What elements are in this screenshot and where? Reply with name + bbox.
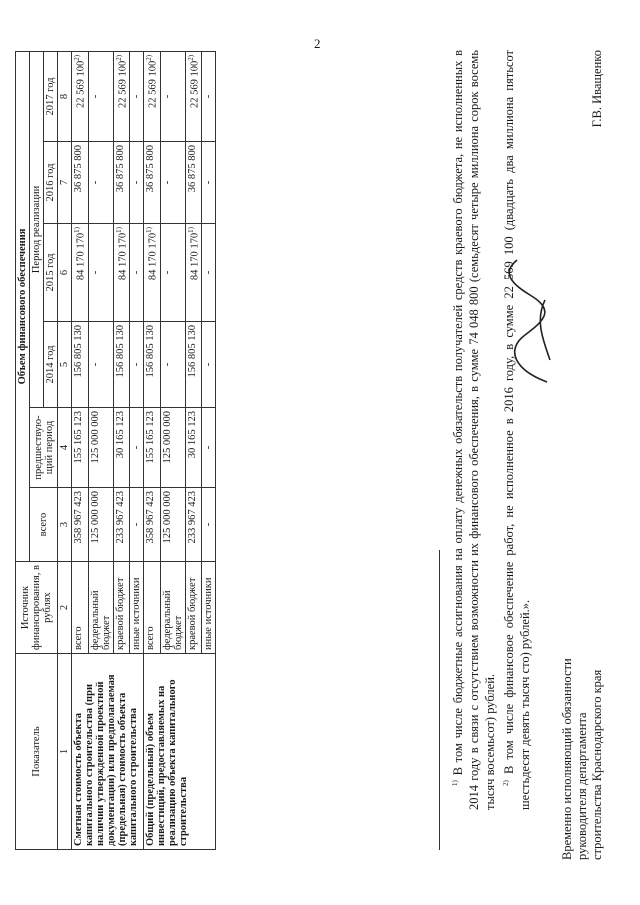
year-2015-cell-value: 84 170 170 [117,232,128,281]
source-cell-value: иные источники [203,577,214,650]
signatory-line-2: руководителя департамента [575,712,589,860]
table-row [144,51,161,849]
total-cell-value: 125 000 000 [89,491,101,544]
rotated-page-content [15,30,625,880]
footnote-ref: 1) [145,227,153,233]
signature-scribble [495,250,565,390]
footnote-2 [498,50,533,810]
footnote-ref: 1) [114,227,123,233]
year-2016-cell-value: 36 875 800 [114,145,126,193]
year-2016-cell [113,142,130,224]
prev-period-cell-value: 155 165 123 [73,411,84,464]
year-2014-cell [185,322,202,408]
year-2015-cell [72,224,89,322]
total-cell-value: 125 000 000 [161,491,173,544]
year-2015-cell-value: - [161,270,173,275]
year-2017-cell-value: - [89,94,101,99]
year-2014-cell-value: 156 805 130 [114,325,126,378]
total-cell [88,488,113,562]
year-2015-cell-value: 84 170 170 [75,232,87,281]
year-2014-cell-value: 156 805 130 [145,325,156,378]
source-cell-value: краевой бюджет [186,577,198,650]
year-2014-cell [130,322,144,408]
year-2014-cell-value: - [131,362,142,367]
year-2016-cell-value: - [89,180,101,185]
year-2017-cell [202,51,216,141]
header-year: 2016 год [44,142,58,224]
footnote-1-mark: 1) [451,780,459,786]
year-2015-cell [185,224,202,322]
year-2017-cell-value: 22 569 100 [117,60,128,109]
footnote-ref: 2) [145,54,153,61]
year-2015-cell-value: - [131,270,142,275]
year-2014-cell-value: 156 805 130 [73,325,84,378]
total-cell [72,488,89,562]
year-2015-cell-value: - [203,270,214,275]
year-2015-cell-value: 84 170 170 [189,232,200,281]
year-2017-cell [88,51,113,141]
source-cell [160,562,185,654]
prev-period-cell-value: 125 000 000 [89,411,101,464]
footnote-ref: 1) [73,227,81,233]
year-2015-cell [144,224,161,322]
year-2016-cell-value: - [203,180,214,185]
total-cell [160,488,185,562]
prev-period-cell-value: 125 000 000 [161,411,173,464]
total-cell [130,488,144,562]
source-cell-value: иные источники [131,577,142,650]
prev-period-cell [202,408,216,488]
year-2016-cell [144,142,161,224]
footnote-ref: 2) [73,54,81,61]
footnote-ref: 1) [186,227,195,233]
total-cell-value: 233 967 423 [114,491,126,544]
header-year: 2014 год [44,322,58,408]
source-cell [72,562,89,654]
year-2016-cell-value: 36 875 800 [186,145,198,193]
col-number: 7 [58,142,72,224]
prev-period-cell [144,408,161,488]
col-number: 2 [58,562,72,654]
col-number: 8 [58,51,72,141]
header-volume: Объем финансового обеспечения [16,51,30,561]
page-number: 2 [314,36,321,51]
total-cell [202,488,216,562]
total-cell-value: - [203,522,214,527]
col-number: 4 [58,408,72,488]
year-2016-cell [130,142,144,224]
year-2015-cell [113,224,130,322]
signatory-line-3: строительства Краснодарского края [590,669,604,860]
prev-period-cell [88,408,113,488]
prev-period-cell-value: - [203,445,214,450]
year-2015-cell-value: 84 170 170 [147,232,159,281]
year-2017-cell-value: - [203,94,214,99]
source-cell-value: федеральный бюджет [161,590,184,650]
year-2016-cell [160,142,185,224]
footnote-2-mark: 2) [502,780,511,786]
year-2014-cell [72,322,89,408]
year-2017-cell [185,51,202,141]
year-2016-cell-value: - [161,180,173,185]
header-total: всего [30,488,58,562]
year-2014-cell-value: 156 805 130 [186,325,198,378]
year-2017-cell [144,51,161,141]
prev-period-cell [185,408,202,488]
table-row [72,51,89,849]
col-number: 6 [58,224,72,322]
header-year: 2017 год [44,51,58,141]
footnote-ref: 2) [114,54,123,61]
year-2017-cell [113,51,130,141]
header-prev: предшествую-щий период [30,408,58,488]
year-2015-cell [160,224,185,322]
year-2014-cell [113,322,130,408]
year-2016-cell [72,142,89,224]
source-cell [130,562,144,654]
total-cell-value: 358 967 423 [73,491,84,544]
footnotes [447,50,533,810]
signatory-name: Г.В. Иващенко [590,50,604,128]
source-cell-value: всего [145,626,156,650]
signatory-line-1: Временно исполняющий обязанности [560,658,574,860]
row-indicator-label: Сметная стоимость объекта капитального строительства (при наличии утвержденной проектной документации) или предполагаемая (предельная) стоимость объекта капитального строительства [72,654,144,850]
source-cell [144,562,161,654]
year-2014-cell-value: - [203,362,214,367]
year-2016-cell-value: 36 875 800 [73,145,84,193]
footnote-1-text: В том числе бюджетные ассигнования на оплату денежных обязательств получателей средств краевого бюджета, не исполненных в 2014 году в связи с отсутствием возможности их финансового обеспечения, в сумме 74 048 800 (семьдесят четыре миллиона сорок восемь тысяч восемьсот) рублей. [451,50,498,810]
year-2016-cell [202,142,216,224]
source-cell [202,562,216,654]
source-cell [88,562,113,654]
total-cell-value: 358 967 423 [145,491,156,544]
prev-period-cell [72,408,89,488]
total-cell-value: 233 967 423 [186,491,198,544]
year-2016-cell [185,142,202,224]
col-number: 5 [58,322,72,408]
prev-period-cell-value: 30 165 123 [186,411,198,459]
prev-period-cell [130,408,144,488]
prev-period-cell-value: 155 165 123 [145,411,156,464]
signatory-title [560,658,605,860]
year-2014-cell-value: - [161,362,173,367]
prev-period-cell [113,408,130,488]
footnote-2-text: В том числе финансовое обеспечение работ, не исполненное в 2016 году, в сумме 22 569 100 (двадцать два миллиона пятьсот шестьдесят девять тысяч сто) рублей.». [502,49,533,810]
year-2016-cell-value: - [131,180,142,185]
financing-table [15,51,216,850]
year-2016-cell-value: 36 875 800 [145,145,156,193]
total-cell [113,488,130,562]
col-number: 3 [58,488,72,562]
footnote-ref: 2) [186,54,195,61]
year-2015-cell [130,224,144,322]
year-2014-cell [144,322,161,408]
header-indicator: Показатель [16,654,58,850]
footnote-1 [447,50,498,810]
header-period: Период реализации [30,51,44,407]
footnote-separator [439,550,440,850]
year-2017-cell-value: 22 569 100 [75,60,87,109]
prev-period-cell [160,408,185,488]
header-source: Источник финансирования, в рублях [16,562,58,654]
year-2015-cell [202,224,216,322]
source-cell [185,562,202,654]
year-2017-cell [130,51,144,141]
year-2015-cell [88,224,113,322]
total-cell-value: - [131,522,142,527]
year-2017-cell-value: 22 569 100 [147,60,159,109]
year-2017-cell-value: 22 569 100 [189,60,200,109]
year-2017-cell-value: - [161,94,173,99]
year-2017-cell [72,51,89,141]
prev-period-cell-value: 30 165 123 [114,411,126,459]
source-cell-value: всего [73,626,84,650]
year-2017-cell-value: - [131,94,142,99]
year-2014-cell [160,322,185,408]
prev-period-cell-value: - [131,445,142,450]
year-2014-cell-value: - [89,362,101,367]
source-cell-value: краевой бюджет [114,577,126,650]
year-2017-cell [160,51,185,141]
year-2014-cell [202,322,216,408]
table-body [72,51,216,849]
year-2014-cell [88,322,113,408]
year-2016-cell [88,142,113,224]
total-cell [144,488,161,562]
year-2015-cell-value: - [89,270,101,275]
source-cell-value: федеральный бюджет [89,590,112,650]
col-number: 1 [58,654,72,850]
row-indicator-label: Общий (предельный) объем инвестиций, предоставляемых на реализацию объекта капитального строительства [144,654,216,850]
source-cell [113,562,130,654]
total-cell [185,488,202,562]
header-year: 2015 год [44,224,58,322]
